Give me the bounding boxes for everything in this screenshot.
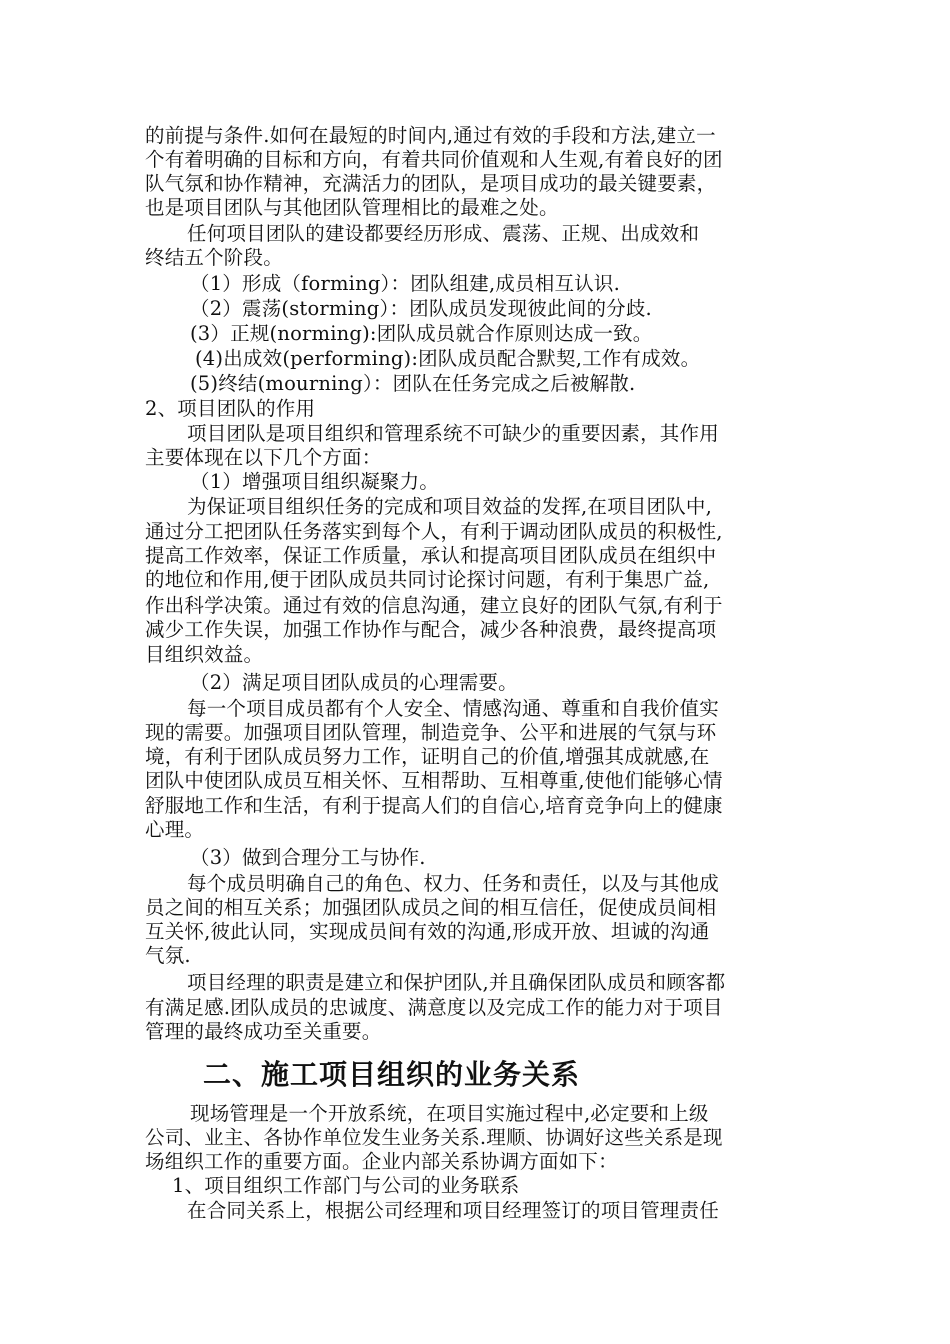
text-line: 为保证项目组织任务的完成和项目效益的发挥,在项目团队中, [187,495,712,518]
text-line: 终结五个阶段。 [145,246,283,269]
text-line: 的地位和作用,便于团队成员共同讨论探讨问题，有利于集思广益, [145,568,710,591]
text-line: 舒服地工作和生活，有利于提高人们的自信心,培育竞争向上的健康 [145,794,723,817]
text-line: 现的需要。加强项目团队管理，制造竞争、公平和进展的气氛与环 [145,721,717,744]
text-line: 减少工作失误，加强工作协作与配合，减少各种浪费，最终提高项 [145,618,717,641]
text-line: 互关怀,彼此认同，实现成员间有效的沟通,形成开放、坦诚的沟通 [145,920,710,943]
section-heading: 二、施工项目组织的业务关系 [203,1058,581,1091]
text-line: （1）形成（forming）：团队组建,成员相互认识. [190,272,621,295]
text-line: （1）增强项目组织凝聚力。 [190,470,440,493]
text-line: 也是项目团队与其他团队管理相比的最难之处。 [145,196,559,219]
text-line: （2）震荡(storming）：团队成员发现彼此间的分歧. [190,297,652,320]
text-line: 项目经理的职责是建立和保护团队,并且确保团队成员和顾客都 [187,971,726,994]
text-line: 提高工作效率，保证工作质量，承认和提高项目团队成员在组织中 [145,544,717,567]
text-line: (3）正规(norming):团队成员就合作原则达成一致。 [190,322,653,345]
text-line: 项目团队是项目组织和管理系统不可缺少的重要因素，其作用 [187,422,719,445]
text-line: 任何项目团队的建设都要经历形成、震荡、正规、出成效和 [187,222,700,245]
text-line: 公司、业主、各协作单位发生业务关系.理顺、协调好这些关系是现 [145,1126,723,1149]
text-line: 通过分工把团队任务落实到每个人，有利于调动团队成员的积极性, [145,520,723,543]
text-line: 个有着明确的目标和方向，有着共同价值观和人生观,有着良好的团 [145,148,723,171]
text-line: (4)出成效(performing):团队成员配合默契,工作有成效。 [195,347,701,370]
text-line: 有满足感.团队成员的忠诚度、满意度以及完成工作的能力对于项目 [145,996,723,1019]
text-line: 的前提与条件.如何在最短的时间内,通过有效的手段和方法,建立一 [145,124,716,147]
text-line: 主要体现在以下几个方面： [145,446,382,469]
text-line: 每一个项目成员都有个人安全、情感沟通、尊重和自我价值实 [187,697,719,720]
text-line: 心理。 [145,818,205,841]
text-line: 场组织工作的重要方面。企业内部关系协调方面如下： [145,1150,618,1173]
text-line: 员之间的相互关系；加强团队成员之间的相互信任，促使成员间相 [145,896,717,919]
text-line: 目组织效益。 [145,643,264,666]
section-subheading: 2、项目团队的作用 [145,397,316,420]
text-line: 团队中使团队成员互相关怀、互相帮助、互相尊重,使他们能够心情 [145,769,723,792]
text-line: 现场管理是一个开放系统，在项目实施过程中,必定要和上级 [190,1102,709,1125]
text-line: 在合同关系上，根据公司经理和项目经理签订的项目管理责任 [187,1199,719,1222]
section-subheading: 1、项目组织工作部门与公司的业务联系 [172,1174,520,1197]
text-line: 队气氛和协作精神，充满活力的团队，是项目成功的最关键要素， [145,172,717,195]
text-line: (5)终结(mourning）：团队在任务完成之后被解散. [190,372,636,395]
text-line: 每个成员明确自己的角色、权力、任务和责任，以及与其他成 [187,872,719,895]
text-line: 气氛. [145,944,191,967]
text-line: 作出科学决策。通过有效的信息沟通，建立良好的团队气氛,有利于 [145,594,723,617]
text-line: （2）满足项目团队成员的心理需要。 [190,671,518,694]
text-line: 管理的最终成功至关重要。 [145,1020,382,1043]
text-line: （3）做到合理分工与协作. [190,846,426,869]
text-line: 境，有利于团队成员努力工作，证明自己的价值,增强其成就感,在 [145,745,710,768]
